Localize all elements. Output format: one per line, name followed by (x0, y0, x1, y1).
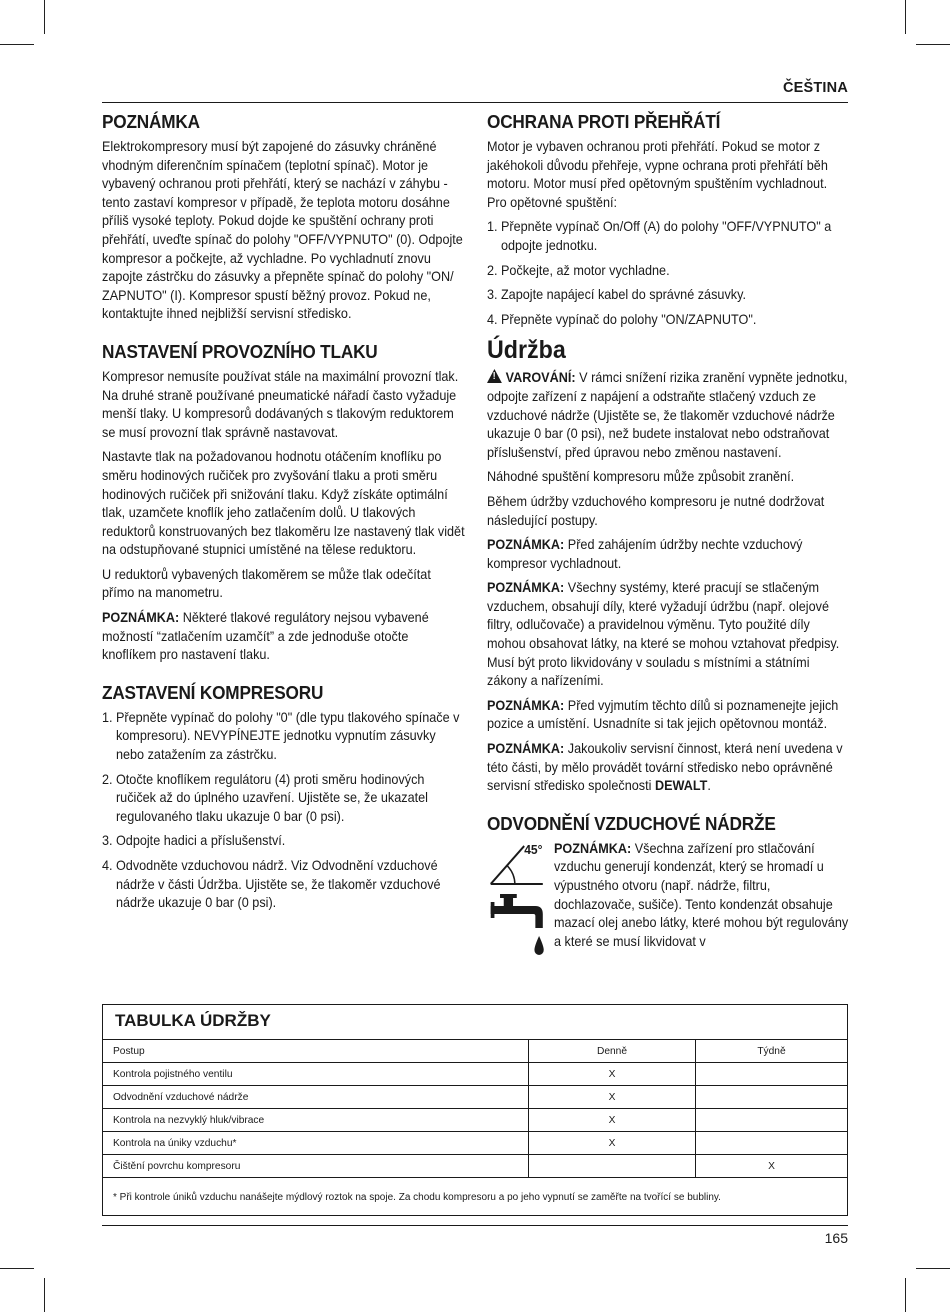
list-item: 3. Odpojte hadici a příslušenství. (102, 833, 286, 849)
crop-mark (916, 1268, 950, 1269)
left-column (102, 110, 465, 919)
header-rule (102, 102, 848, 103)
brand-name: DEWALT (654, 778, 708, 794)
crop-mark (905, 0, 906, 34)
crop-mark (0, 1268, 34, 1269)
maintenance-table (102, 1004, 848, 1216)
crop-mark (44, 0, 45, 34)
droplet-icon (534, 936, 543, 955)
tilt-angle-icon (487, 840, 554, 966)
list-item: 2. Otočte knoflíkem regulátoru (4) proti směru hodinových ručiček až do úplného uzavření. Ujistěte se, že ukazatel regulovaného tlaku ukazuje 0 bar (0 psi). (102, 771, 428, 824)
table-cell: X (529, 1132, 696, 1154)
drain-valve-icon (491, 894, 543, 928)
drain-note: POZNÁMKA: Všechna zařízení pro stlačování vzduchu generují kondenzát, který se hromadí u výpustného otvoru (např. nádrže, filtru, dochlazovače, sušiče). Tento kondenzát obsahuje mazací olej anebo látky, které mohou být regulovány a které se musí likvidovat v (553, 840, 849, 949)
table-cell (696, 1109, 847, 1131)
warning-label: VAROVÁNÍ: (505, 370, 576, 386)
list-item: 1. Přepněte vypínač do polohy "0" (dle typu tlakového spínače v kompresoru). NEVYPÍNEJTE jednotku vypnutím zásuvky nebo zatažením za zástrčku. (102, 709, 460, 763)
stop-heading: ZASTAVENÍ KOMPRESORU (102, 681, 324, 703)
svg-text:45°: 45° (524, 842, 543, 857)
drain-icons (487, 840, 554, 966)
table-row (103, 1086, 847, 1109)
pressure-note (102, 609, 465, 665)
right-column (487, 110, 848, 966)
table-row (103, 1109, 847, 1132)
table-cell (696, 1063, 847, 1085)
drain-section (487, 840, 848, 966)
poznamka-heading: POZNÁMKA (102, 111, 200, 132)
pressure-paragraph: Kompresor nemusíte používat stále na maximální provozní tlak. Na druhé straně používané pneumatické nářadí často vyžaduje menší tlaky. U kompresorů dodávaných s tlakovým reduktorem se musí provozní tlak správně nastavovat. (102, 368, 459, 440)
page-number: 165 (824, 1230, 848, 1246)
crop-mark (44, 1278, 45, 1312)
pressure-paragraph: Nastavte tlak na požadovanou hodnotu otáčením knoflíku po směru hodinových ručiček pro zvyšování tlaku a proti směru hodinových ručiček při snižování tlaku. Když získáte optimální tlak, uzamčete knoflík jeho zatlačením dolů. U tlakových reduktorů konstruovaných bez tlakoměru lze nastavený tlak vidět na odstupňované stupnici umístěné na tělese reduktoru. (102, 449, 465, 558)
maintenance-note: POZNÁMKA: Všechny systémy, které pracují se stlačeným vzduchem, obsahují díly, které vyžadují údržbu (např. olejové filtry, odlučovače) a pravidelnou výměnu. Tyto použité díly mohou obsahovat látky, na které se mohou vztahovat předpisy. Musí být proto likvidovány v souladu s místními a státními zákony a nařízeními. (487, 580, 840, 689)
table-cell: Kontrola na nezvyklý hluk/vibrace (103, 1109, 529, 1131)
language-label: ČEŠTINA (782, 80, 848, 96)
table-cell (529, 1155, 696, 1177)
table-footnote: * Při kontrole úniků vzduchu nanášejte mýdlový roztok na spoje. Za chodu kompresoru a po jeho vypnutí se zaměřte na tvořící se bubliny. (113, 1192, 721, 1203)
list-item: 2. Počkejte, až motor vychladne. (487, 262, 670, 278)
table-title: TABULKA ÚDRŽBY (103, 1005, 847, 1040)
warning-icon (487, 369, 502, 383)
pressure-heading: NASTAVENÍ PROVOZNÍHO TLAKU (102, 340, 378, 362)
warning-text: V rámci snížení rizika zranění vypněte jednotku, odpojte zařízení z napájení a odstraňte stlačený vzduch ze vzduchové nádrže (Ujistěte se, že tlakoměr vzduchové nádrže ukazuje 0 bar (0 psi), než budete instalovat nebo odstraňovat příslušenství, před úpravou nebo změnou nastavení. (487, 370, 848, 460)
crop-mark (0, 44, 34, 45)
table-cell: X (529, 1086, 696, 1108)
table-cell: Kontrola pojistného ventilu (103, 1063, 529, 1085)
footer-rule (102, 1225, 848, 1226)
table-cell: X (529, 1063, 696, 1085)
poznamka-text: Elektrokompresory musí být zapojené do zásuvky chráněné vhodným diferenčním spínačem (teplotní spínač). Motor je vybavený ochranou proti přehřátí, který se nachází v záhybu - tento zastaví kompresor v případě, že teplota motoru dosáhne příliš vysoké teploty. Pokud dojde ke spuštění ochrany proti přehřátí, uveďte spínač do polohy "OFF/VYPNUTO" (0). Odpojte kompresor a počkejte, až vychladne. Po vychladnutí znovu zapojte zástrčku do zásuvky a přepněte spínač do polohy "ON/ ZAPNUTO" (I). Kompresor spustí běžný provoz. Pokud ne, kontaktujte ihned nejbližší servisní středisko. (102, 139, 463, 322)
table-cell: X (529, 1109, 696, 1131)
maintenance-note: POZNÁMKA: Před zahájením údržby nechte vzduchový kompresor vychladnout. (487, 537, 803, 571)
overheat-heading: OCHRANA PROTI PŘEHŘÁTÍ (487, 111, 721, 132)
table-header-cell: Postup (103, 1040, 529, 1062)
maintenance-heading: Údržba (487, 336, 566, 365)
warning-paragraph (487, 369, 848, 462)
table-header-row (103, 1040, 847, 1063)
list-item: 1. Přepněte vypínač On/Off (A) do polohy "OFF/VYPNUTO" a odpojte jednotku. (487, 219, 832, 253)
crop-mark (905, 1278, 906, 1312)
table-cell: Kontrola na úniky vzduchu* (103, 1132, 529, 1154)
stop-steps (102, 709, 465, 913)
table-cell: Odvodnění vzduchové nádrže (103, 1086, 529, 1108)
list-item: 4. Odvodněte vzduchovou nádrž. Viz Odvodnění vzduchové nádrže v části Údržba. Ujistěte se, že tlakoměr vzduchové nádrže ukazuje 0 bar (0 psi). (102, 858, 441, 911)
list-item: 4. Přepněte vypínač do polohy "ON/ZAPNUTO". (487, 311, 757, 327)
table-row (103, 1155, 847, 1178)
table-header-cell: Týdně (757, 1045, 786, 1057)
overheat-steps (487, 218, 848, 329)
table-row (103, 1132, 847, 1155)
maintenance-paragraph: Náhodné spuštění kompresoru může způsobit zranění. (487, 469, 795, 485)
table-cell (696, 1132, 847, 1154)
maintenance-note: POZNÁMKA: Jakoukoliv servisní činnost, která není uvedena v této části, by mělo provádět tovární středisko nebo oprávněné servisní středisko společnosti DEWALT. (487, 741, 843, 794)
table-cell: X (768, 1160, 775, 1172)
crop-mark (916, 44, 950, 45)
table-cell (696, 1086, 847, 1108)
table-header-cell: Denně (529, 1040, 696, 1062)
maintenance-note: POZNÁMKA: Před vyjmutím těchto dílů si poznamenejte jejich pozice a umístění. Usnadníte si tak jejich opětovnou montáž. (487, 697, 839, 732)
maintenance-paragraph: Během údržby vzduchového kompresoru je nutné dodržovat následující postupy. (487, 493, 825, 528)
drain-heading: ODVODNĚNÍ VZDUCHOVÉ NÁDRŽE (487, 812, 776, 834)
list-item: 3. Zapojte napájecí kabel do správné zásuvky. (487, 287, 746, 303)
pressure-paragraph: U reduktorů vybavených tlakoměrem se může tlak odečítat přímo na manometru. (102, 566, 431, 601)
table-cell: Čištění povrchu kompresoru (103, 1155, 529, 1177)
note-label: POZNÁMKA: (102, 610, 180, 626)
note-text: Některé tlakové regulátory nejsou vybavené možností “zatlačením uzamčít” a zde jednoduše otočte knoflíkem pro nastavení tlaku. (102, 610, 429, 663)
table-row (103, 1063, 847, 1086)
overheat-text: Motor je vybaven ochranou proti přehřátí. Pokud se motor z jakéhokoli důvodu přehřeje, vypne ochrana proti přehřátí běh motoru. Motor musí před opětovným spuštěním vychladnout. Pro opětovné spuštění: (487, 139, 828, 210)
